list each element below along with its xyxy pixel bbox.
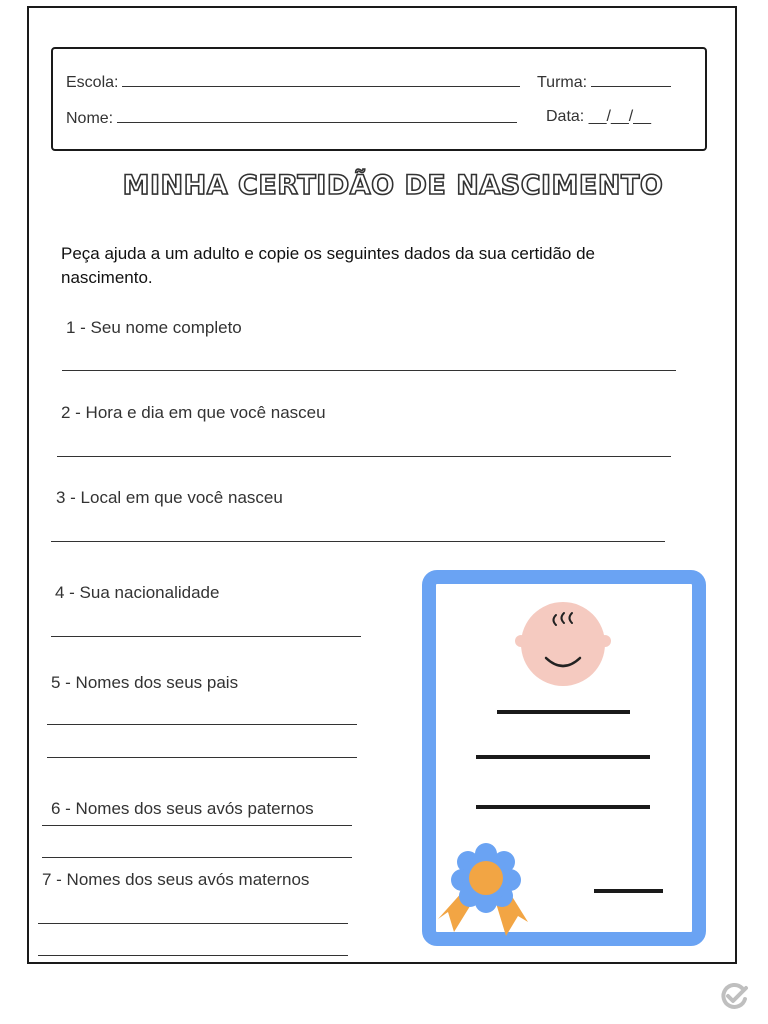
name-label: Nome: [66,110,114,127]
school-label: Escola: [66,74,119,91]
name-field [66,108,517,128]
school-blank-line[interactable] [122,72,520,87]
answer-line-6b[interactable] [42,857,352,858]
answer-line-1[interactable] [62,370,676,371]
question-5: 5 - Nomes dos seus pais [51,673,239,692]
question-6: 6 - Nomes dos seus avós paternos [51,799,314,818]
checkmark-logo-icon [718,980,750,1012]
header-info-box [51,47,707,151]
answer-line-5b[interactable] [47,757,357,758]
question-7: 7 - Nomes dos seus avós maternos [42,870,310,889]
class-field [537,72,671,92]
answer-line-2[interactable] [57,456,671,457]
page-title: MINHA CERTIDÃO DE NASCIMENTO [122,170,664,201]
class-blank-line[interactable] [591,72,671,87]
question-4: 4 - Sua nacionalidade [55,583,220,602]
question-2: 2 - Hora e dia em que você nasceu [61,403,326,422]
answer-line-4[interactable] [51,636,361,637]
answer-line-7b[interactable] [38,955,348,956]
school-field [66,72,520,92]
name-blank-line[interactable] [117,108,517,123]
instructions-text: Peça ajuda a um adulto e copie os seguintes dados da sua certidão de nascimento. [61,244,595,287]
class-label: Turma: [537,74,588,91]
question-3: 3 - Local em que você nasceu [56,488,283,507]
answer-line-3[interactable] [51,541,665,542]
birth-certificate-icon [422,570,706,950]
date-label: Data: [546,108,585,125]
answer-line-6a[interactable] [42,825,352,826]
answer-line-5a[interactable] [47,724,357,725]
date-field [546,108,651,126]
question-1: 1 - Seu nome completo [66,318,242,337]
date-blank[interactable]: __/__/__ [588,108,651,125]
answer-line-7a[interactable] [38,923,348,924]
